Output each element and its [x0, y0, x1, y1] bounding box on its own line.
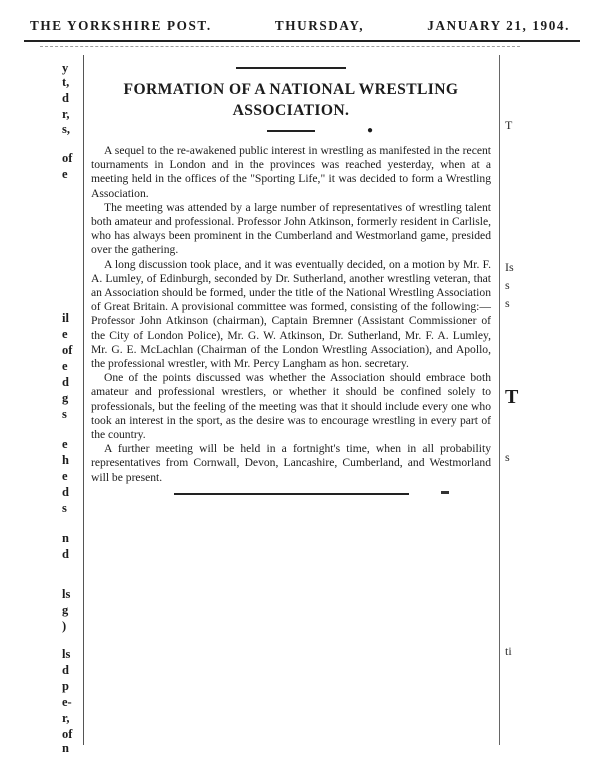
article-paragraph: The meeting was attended by a large number of representatives of wrestling talent both amateur and professional. Professor John Atkinson, formerly resident in Carlisle, who has always been prominent in the Cumberland and Westmorland game, presided over the gathering.: [91, 200, 491, 257]
left-fragment: d: [62, 375, 69, 389]
left-fragment: of: [62, 727, 73, 741]
left-fragment: r,: [62, 107, 70, 121]
masthead-date: JANUARY 21, 1904.: [427, 18, 570, 33]
left-fragment: g: [62, 603, 69, 617]
left-fragment: d: [62, 547, 69, 561]
left-fragment: ls: [62, 647, 71, 661]
left-fragment: d: [62, 663, 69, 677]
left-fragment: n: [62, 531, 69, 545]
right-fragment: T: [505, 386, 519, 408]
left-fragment: e: [62, 437, 68, 451]
article-end-rule: [174, 493, 409, 495]
article-paragraph: One of the points discussed was whether the Association should embrace both amateur and professional wrestlers, or whether it should be confined solely to professionals, but the feeling of the meeting was that it should include every one who took an interest in the sport, as the desire was to encourage wrestling in every part of the country.: [91, 371, 491, 442]
left-fragment: n: [62, 741, 69, 755]
right-fragment: Is: [505, 260, 514, 274]
article-paragraph: A sequel to the re-awakened public interest in wrestling as manifested in the recent tournaments in London and in the provinces was reached yesterday, when at a meeting held in the offices of the "Sporting Life," it was decided to form a Wrestling Association.: [91, 144, 491, 200]
article-headline: FORMATION OF A NATIONAL WRESTLING ASSOCIATION.: [123, 81, 459, 119]
left-fragment: e: [62, 167, 68, 181]
masthead-rule: [24, 40, 580, 42]
masthead-paper-name: THE YORKSHIRE POST.: [30, 18, 212, 33]
right-fragment: s: [505, 278, 510, 292]
left-fragment: e: [62, 359, 68, 373]
left-fragment: of: [62, 343, 73, 357]
column-rule-left: [83, 55, 84, 745]
left-fragment: h: [62, 453, 69, 467]
article: [91, 58, 491, 495]
end-mark: [441, 491, 449, 494]
right-fragment: T: [505, 118, 513, 132]
masthead: [30, 18, 570, 34]
right-fragment: s: [505, 450, 510, 464]
left-fragment: e: [62, 469, 68, 483]
left-fragment: g: [62, 391, 69, 405]
left-fragment: s,: [62, 122, 70, 136]
left-fragment: ls: [62, 587, 71, 601]
left-fragment: s: [62, 407, 67, 421]
masthead-day: THURSDAY,: [274, 18, 365, 33]
left-fragment: il: [62, 311, 69, 325]
left-fragment: s: [62, 501, 67, 515]
left-fragment: d: [62, 485, 69, 499]
left-fragment: r,: [62, 711, 70, 725]
left-column-fragments: [58, 56, 82, 755]
right-column-fragments: [502, 56, 542, 746]
right-fragment: ti: [505, 644, 512, 658]
left-fragment: p: [62, 679, 69, 693]
left-fragment: e-: [62, 695, 72, 709]
left-fragment: e: [62, 327, 68, 341]
article-top-rule: [236, 67, 346, 69]
left-fragment: ): [62, 619, 67, 633]
ornament-mark: ●: [366, 125, 373, 136]
article-body: [91, 144, 491, 485]
left-fragment: t,: [62, 75, 70, 89]
article-paragraph: A further meeting will be held in a fortnight's time, when in all probability representatives from Cornwall, Devon, Lancashire, Cumberland, and Westmorland will be present.: [91, 442, 491, 484]
left-fragment: y: [62, 61, 69, 75]
column-rule-right: [499, 55, 500, 745]
article-paragraph: A long discussion took place, and it was eventually decided, on a motion by Mr. F. A. Lumley, of Edinburgh, seconded by Dr. Sutherland, another wrestling veteran, that an Association should be formed, under the title of the National Wrestling Association of Great Britain. A provisional committee was formed, consisting of the following:—Professor John Atkinson (chairman), Captain Bremner (Assistant Commissioner of the City of London Police), Mr. G. W. Atkinson, Dr. Sutherland, Mr. F. A. Lumley, Mr. G. E. McLachlan (Chairman of the London Wrestling Association), and Apollo, the professional wrestler, with Mr. Percy Langham as hon. secretary.: [91, 257, 491, 371]
left-fragment: d: [62, 91, 69, 105]
right-fragment: s: [505, 296, 510, 310]
print-speckle-line: [40, 46, 520, 48]
left-fragment: of: [62, 151, 73, 165]
